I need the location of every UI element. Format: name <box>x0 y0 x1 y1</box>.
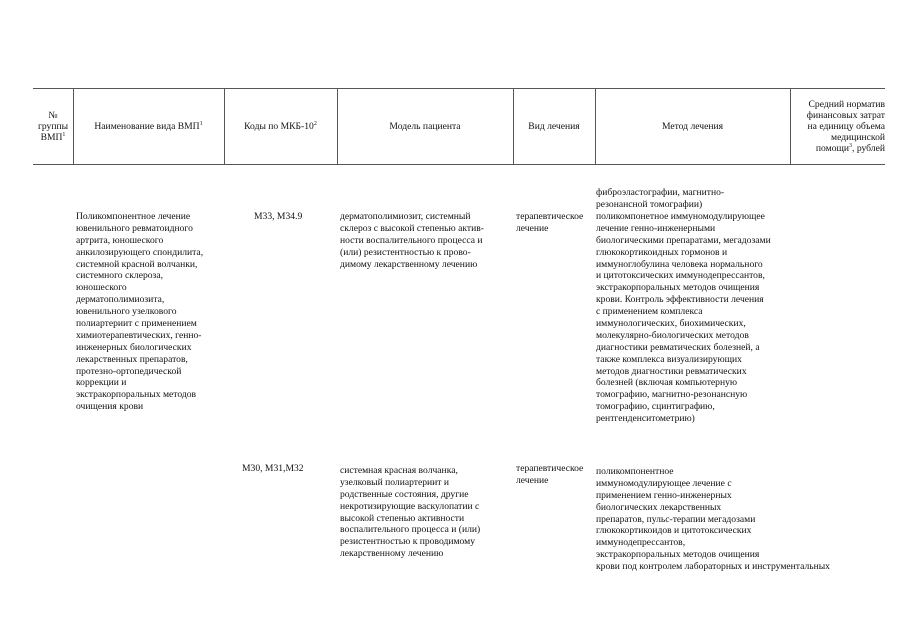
header-treatment-method: Метод лечения <box>661 120 724 132</box>
header-vmp-name: Наименование вида ВМП$^1$ <box>94 120 203 132</box>
header-icd-codes: Коды по МКБ-$10^2$ <box>244 120 317 132</box>
row1-patient-model: дерматополимиозит, системный склероз с высокой степенью актив- ности воспалительного процесса и (или) резистентностью к прово- димому лекарственному лечению <box>340 211 484 270</box>
header-cost-norm: Средний норматив финансовых затрат на единицу объема медицинской помощи$^3$, рублей <box>806 98 885 154</box>
row1-icd-codes: М33, М34.9 <box>254 211 303 222</box>
header-group-number: № группы ВМП$^1$ <box>37 109 69 143</box>
row2-treatment-type: терапевтическое лечение <box>516 463 584 486</box>
row2-treatment-method: поликомпонентное иммуномодулирующее лечение с применением генно-инженерных биологических лекарственных препаратов, пульс-терапии мегадозами глюкокортикоидов и цитотоксических иммунодепрессантов, экстракорпоральных методов очищения крови под контролем лабораторных и инструментальных <box>596 466 830 573</box>
header-patient-model: Модель пациента <box>389 120 461 132</box>
row1-vmp-name: Поликомпонентное лечение ювенильного ревматоидного артрита, юношеского анкилозирующего спондилита, системной красной волчанки, системного склероза, юношеского дерматополимиозита, ювенильного узелкового полиартериит с применением химиотерапевтических, генно- инженерных биологических лекарственных препаратов, протезно-ортопедической коррекции и экстракорпоральных методов очищения крови <box>76 211 204 413</box>
row1-treatment-method: поликомпонетное иммуномодулирующее лечение генно-инженерными биологическими препаратами, мегадозами глюкокортикоидных гормонов и иммуноглобулина человека нормального и цитотоксических иммунодепрессантов, экстракорпоральных методов очищения крови. Контроль эффективности лечения с применением комплекса иммунологических, биохимических, молекулярно-биологических методов диагностики ревматических болезней, а также комплекса визуализирующих методов диагностики ревматических болезней (включая компьютерную томографию, магнитно-резонансную томографию, сцинтиграфию, рентгенденситометрию) <box>596 211 771 425</box>
row2-patient-model: системная красная волчанка, узелковый полиартериит и родственные состояния, другие некротизирующие васкулопатии с высокой степенью активности воспалительного процесса и (или) резистентностью к проводимому лекарственному лечению <box>340 465 481 560</box>
row1-method-continuation: фиброэластографии, магнитно- резонансной томографии) <box>596 187 725 210</box>
header-treatment-type: Вид лечения <box>528 120 580 132</box>
header-bottom-rule <box>33 164 885 165</box>
row2-icd-codes: М30, М31,М32 <box>242 463 304 474</box>
row1-treatment-type: терапевтическое лечение <box>516 211 584 234</box>
